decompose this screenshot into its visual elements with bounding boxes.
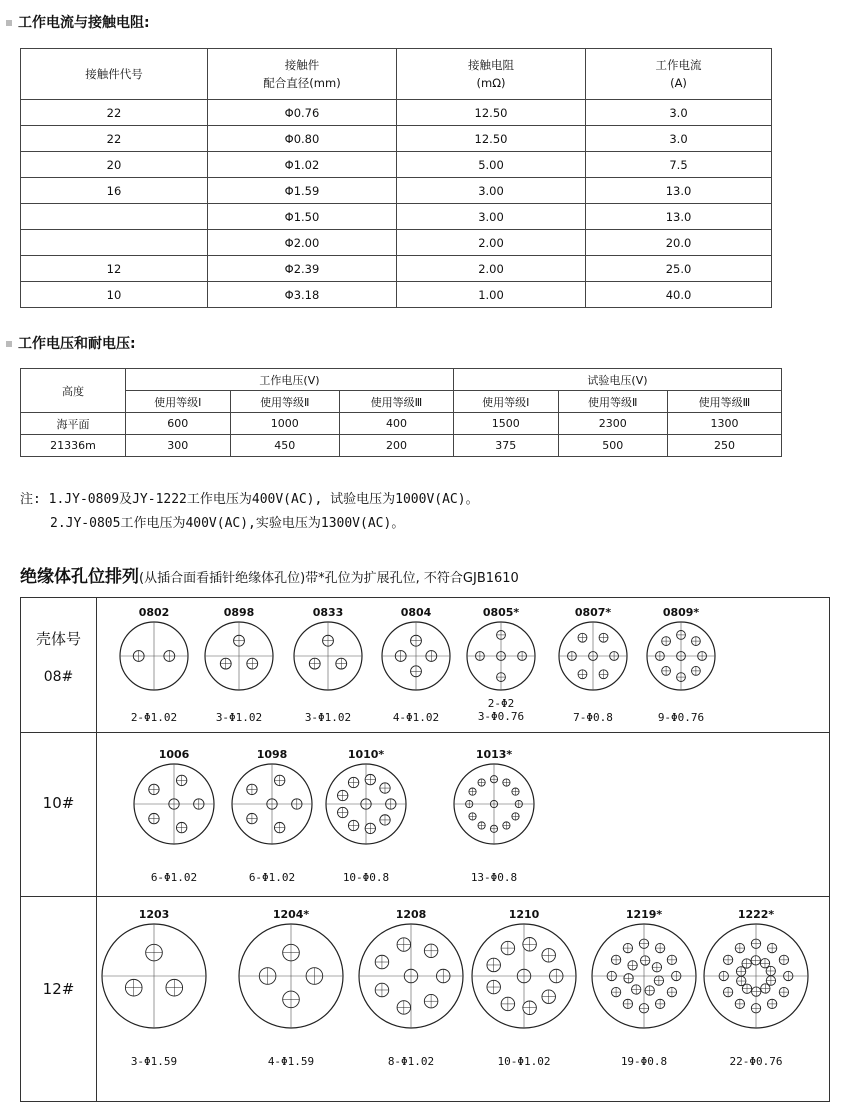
insert-diagram (580, 921, 708, 1031)
section-title-voltage (6, 333, 136, 353)
header-contact-diameter: 接触件 配合直径(mm) (208, 49, 397, 100)
insert-code: 0809* (662, 606, 700, 619)
insert-code: 0802 (138, 606, 170, 619)
bullet-icon (6, 341, 12, 347)
table-row (21, 282, 772, 308)
insert-layout (220, 748, 324, 884)
grid-divider (21, 732, 829, 733)
insert-code: 1010* (347, 748, 385, 761)
table-cell: Φ3.18 (208, 282, 397, 308)
spacer (635, 697, 727, 711)
insert-code: 1006 (158, 748, 190, 761)
section-title-current-text: 工作电流与接触电阻: (18, 15, 150, 31)
table-cell: Φ1.50 (208, 204, 397, 230)
header-contact-resistance: 接触电阻 (mΩ) (397, 49, 586, 100)
insert-layout (455, 606, 547, 723)
shell-label-12 (21, 980, 96, 998)
insert-diagram (90, 921, 218, 1031)
shell-label-10 (21, 794, 96, 812)
insert-diagram (193, 619, 285, 693)
table-cell: 16 (21, 178, 208, 204)
insert-layout (370, 606, 462, 724)
table-cell: 10 (21, 282, 208, 308)
table-row (21, 435, 782, 457)
insert-diagram (460, 921, 588, 1031)
altitude-cell: 21336m (21, 435, 126, 457)
table-cell: Φ2.00 (208, 230, 397, 256)
header-working-current: 工作电流 (A) (586, 49, 772, 100)
insert-layout (547, 606, 639, 724)
insert-layout-grid (20, 597, 830, 1102)
insert-layout (282, 606, 374, 724)
voltage-cell: 200 (339, 435, 453, 457)
insert-layout (108, 606, 200, 724)
table-cell: 13.0 (586, 178, 772, 204)
insert-layout (90, 908, 218, 1068)
table-cell: 20.0 (586, 230, 772, 256)
table-cell: 12.50 (397, 100, 586, 126)
current-resistance-table (20, 48, 772, 308)
voltage-level-row (21, 391, 782, 413)
insert-code: 1222* (737, 908, 775, 921)
insert-diagram (227, 921, 355, 1031)
insert-layout (580, 908, 708, 1068)
spacer (460, 1035, 588, 1055)
table-cell: Φ1.59 (208, 178, 397, 204)
insert-layout (193, 606, 285, 724)
voltage-table (20, 368, 782, 457)
table-row (21, 100, 772, 126)
shell-label-08 (21, 628, 96, 685)
table-cell (21, 204, 208, 230)
insert-diagram (108, 619, 200, 693)
table-cell: 2.00 (397, 256, 586, 282)
level-cell: 使用等级Ⅱ (230, 391, 339, 413)
table-row (21, 126, 772, 152)
table-cell: 3.00 (397, 178, 586, 204)
insert-spec: 8-Φ1.02 (387, 1055, 435, 1068)
table-cell: 22 (21, 100, 208, 126)
insert-diagram (220, 761, 324, 847)
insert-code: 0898 (223, 606, 255, 619)
layout-title-sub: (从插合面看插针绝缘体孔位)带*孔位为扩展孔位, 不符合GJB1610 (139, 571, 519, 586)
voltage-cell: 500 (558, 435, 667, 457)
table-cell: 3.0 (586, 126, 772, 152)
insert-spec: 19-Φ0.8 (620, 1055, 668, 1068)
spacer (90, 1035, 218, 1055)
insert-spec: 9-Φ0.76 (657, 711, 705, 724)
voltage-cell: 600 (126, 413, 231, 435)
insert-code: 1204* (272, 908, 310, 921)
insert-code: 1203 (138, 908, 170, 921)
voltage-cell: 1000 (230, 413, 339, 435)
spacer (227, 1035, 355, 1055)
insert-diagram (347, 921, 475, 1031)
table-cell: 20 (21, 152, 208, 178)
insert-spec: 6-Φ1.02 (248, 871, 296, 884)
table-cell: Φ2.39 (208, 256, 397, 282)
insert-spec-secondary: 3-Φ0.76 (477, 710, 525, 723)
table-cell: 1.00 (397, 282, 586, 308)
spacer (193, 697, 285, 711)
notes (20, 488, 479, 536)
table-row (21, 413, 782, 435)
spacer (108, 697, 200, 711)
insert-spec: 10-Φ0.8 (342, 871, 390, 884)
insert-code: 1210 (508, 908, 540, 921)
level-cell: 使用等级Ⅰ (453, 391, 558, 413)
insert-spec: 4-Φ1.59 (267, 1055, 315, 1068)
insert-code: 0833 (312, 606, 344, 619)
spacer (122, 851, 226, 871)
note-1: 注: 1.JY-0809及JY-1222工作电压为400V(AC), 试验电压为1000V(AC)。 (20, 492, 479, 507)
voltage-group-row (21, 369, 782, 391)
insert-diagram (370, 619, 462, 693)
spacer (347, 1035, 475, 1055)
voltage-cell: 1300 (667, 413, 781, 435)
spacer (442, 851, 546, 871)
spacer (370, 697, 462, 711)
level-cell: 使用等级Ⅱ (558, 391, 667, 413)
insert-code: 0807* (574, 606, 612, 619)
table-cell: 5.00 (397, 152, 586, 178)
voltage-cell: 250 (667, 435, 781, 457)
voltage-cell: 1500 (453, 413, 558, 435)
section-title-voltage-text: 工作电压和耐电压: (18, 336, 136, 352)
spacer (314, 851, 418, 871)
table-cell: 12 (21, 256, 208, 282)
spacer (580, 1035, 708, 1055)
grid-divider (21, 896, 829, 897)
spacer (220, 851, 324, 871)
table-header-row (21, 49, 772, 100)
insert-layout (347, 908, 475, 1068)
insert-code: 1208 (395, 908, 427, 921)
insert-spec: 22-Φ0.76 (729, 1055, 783, 1068)
shell-number: 08# (43, 669, 74, 685)
shell-number: 10# (42, 794, 75, 812)
insert-layout (122, 748, 226, 884)
spacer (692, 1035, 820, 1055)
table-row (21, 152, 772, 178)
voltage-cell: 400 (339, 413, 453, 435)
voltage-cell: 2300 (558, 413, 667, 435)
table-cell: 3.00 (397, 204, 586, 230)
shell-header: 壳体号 (35, 630, 81, 648)
insert-spec: 2-Φ2 (487, 697, 515, 710)
section-title-current (6, 12, 150, 32)
table-cell: Φ0.80 (208, 126, 397, 152)
note-2: 2.JY-0805工作电压为400V(AC),实验电压为1300V(AC)。 (50, 516, 405, 531)
table-row (21, 204, 772, 230)
insert-diagram (282, 619, 374, 693)
table-row (21, 256, 772, 282)
insert-code: 1013* (475, 748, 513, 761)
layout-title-main: 绝缘体孔位排列 (20, 567, 139, 587)
table-cell: 7.5 (586, 152, 772, 178)
header-altitude: 高度 (21, 369, 126, 413)
insert-spec: 7-Φ0.8 (573, 711, 613, 724)
altitude-cell: 海平面 (21, 413, 126, 435)
table-cell: 12.50 (397, 126, 586, 152)
header-test-voltage: 试验电压(V) (453, 369, 781, 391)
table-cell: Φ1.02 (208, 152, 397, 178)
table-cell: 3.0 (586, 100, 772, 126)
section-title-layout (20, 562, 519, 587)
table-cell (21, 230, 208, 256)
insert-diagram (442, 761, 546, 847)
level-cell: 使用等级Ⅲ (339, 391, 453, 413)
voltage-cell: 375 (453, 435, 558, 457)
header-working-voltage: 工作电压(V) (126, 369, 454, 391)
table-cell: Φ0.76 (208, 100, 397, 126)
insert-layout (227, 908, 355, 1068)
insert-spec: 10-Φ1.02 (497, 1055, 551, 1068)
insert-spec: 13-Φ0.8 (470, 871, 518, 884)
table-cell: 2.00 (397, 230, 586, 256)
table-row (21, 178, 772, 204)
insert-code: 1098 (256, 748, 288, 761)
shell-number: 12# (42, 980, 75, 998)
level-cell: 使用等级Ⅰ (126, 391, 231, 413)
level-cell: 使用等级Ⅲ (667, 391, 781, 413)
bullet-icon (6, 20, 12, 26)
insert-layout (635, 606, 727, 724)
voltage-cell: 300 (126, 435, 231, 457)
insert-code: 1219* (625, 908, 663, 921)
insert-diagram (635, 619, 727, 693)
table-cell: 13.0 (586, 204, 772, 230)
insert-spec: 3-Φ1.02 (215, 711, 263, 724)
insert-layout (442, 748, 546, 884)
table-row (21, 230, 772, 256)
insert-code: 0804 (400, 606, 432, 619)
spacer (547, 697, 639, 711)
insert-diagram (122, 761, 226, 847)
insert-layout (314, 748, 418, 884)
spacer (282, 697, 374, 711)
insert-layout (692, 908, 820, 1068)
table-cell: 22 (21, 126, 208, 152)
header-contact-code: 接触件代号 (21, 49, 208, 100)
insert-diagram (314, 761, 418, 847)
insert-spec: 2-Φ1.02 (130, 711, 178, 724)
insert-diagram (547, 619, 639, 693)
table-cell: 25.0 (586, 256, 772, 282)
table-cell: 40.0 (586, 282, 772, 308)
insert-layout (460, 908, 588, 1068)
insert-code: 0805* (482, 606, 520, 619)
insert-spec: 6-Φ1.02 (150, 871, 198, 884)
voltage-cell: 450 (230, 435, 339, 457)
insert-spec: 3-Φ1.59 (130, 1055, 178, 1068)
insert-spec: 4-Φ1.02 (392, 711, 440, 724)
insert-spec: 3-Φ1.02 (304, 711, 352, 724)
insert-diagram (692, 921, 820, 1031)
insert-diagram (455, 619, 547, 693)
